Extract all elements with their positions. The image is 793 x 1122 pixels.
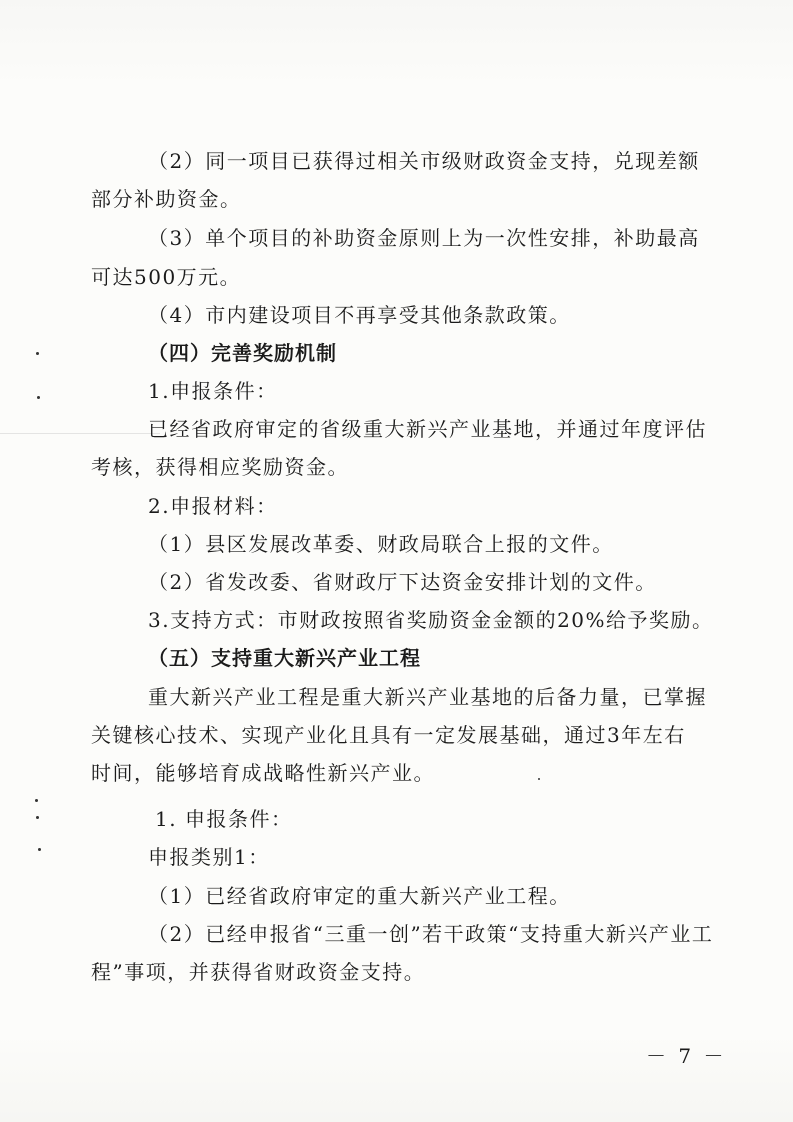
scan-speck <box>37 396 40 399</box>
scan-speck <box>36 352 39 355</box>
paragraph-line: 申报类别1： <box>148 845 270 869</box>
paragraph-line: 程”事项，并获得省财政资金支持。 <box>91 960 426 984</box>
paragraph-line: 时间，能够培育成战略性新兴产业。 <box>91 761 435 785</box>
paragraph-line: （2）省发改委、省财政厅下达资金安排计划的文件。 <box>148 570 657 594</box>
paragraph-line: （2）同一项目已获得过相关市级财政资金支持，兑现差额 <box>148 149 700 173</box>
scan-speck <box>35 799 38 802</box>
paragraph-line: （4）市内建设项目不再享受其他条款政策。 <box>148 303 571 327</box>
paragraph-line: 3.支持方式：市财政按照省奖励资金金额的20%给予奖励。 <box>148 608 714 632</box>
paragraph-line: 1. 申报条件： <box>155 807 293 831</box>
paragraph-line: 可达500万元。 <box>91 265 242 289</box>
paragraph-line: 关键核心技术、实现产业化且具有一定发展基础，通过3年左右 <box>91 723 686 747</box>
paragraph-line: （1）已经省政府审定的重大新兴产业工程。 <box>148 884 571 908</box>
paragraph-line: 2.申报材料： <box>148 494 278 518</box>
paragraph-line: （3）单个项目的补助资金原则上为一次性安排，补助最高 <box>148 226 700 250</box>
scan-speck <box>538 778 540 780</box>
paragraph-line: 考核，获得相应奖励资金。 <box>91 455 349 479</box>
scan-artifact-line <box>0 433 160 434</box>
page-number: － 7 － <box>646 1044 727 1068</box>
paragraph-line: 重大新兴产业工程是重大新兴产业基地的后备力量，已掌握 <box>148 685 707 709</box>
paragraph-line: （1）县区发展改革委、财政局联合上报的文件。 <box>148 532 614 556</box>
scan-speck <box>36 816 39 819</box>
paragraph-line: 已经省政府审定的省级重大新兴产业基地，并通过年度评估 <box>148 417 707 441</box>
section-heading: （四）完善奖励机制 <box>148 341 337 365</box>
section-heading: （五）支持重大新兴产业工程 <box>148 646 421 670</box>
paragraph-line: 1.申报条件： <box>148 379 278 403</box>
paragraph-line: 部分补助资金。 <box>91 187 242 211</box>
paragraph-line: （2）已经申报省“三重一创”若干政策“支持重大新兴产业工 <box>148 922 714 946</box>
scan-speck <box>38 848 41 851</box>
